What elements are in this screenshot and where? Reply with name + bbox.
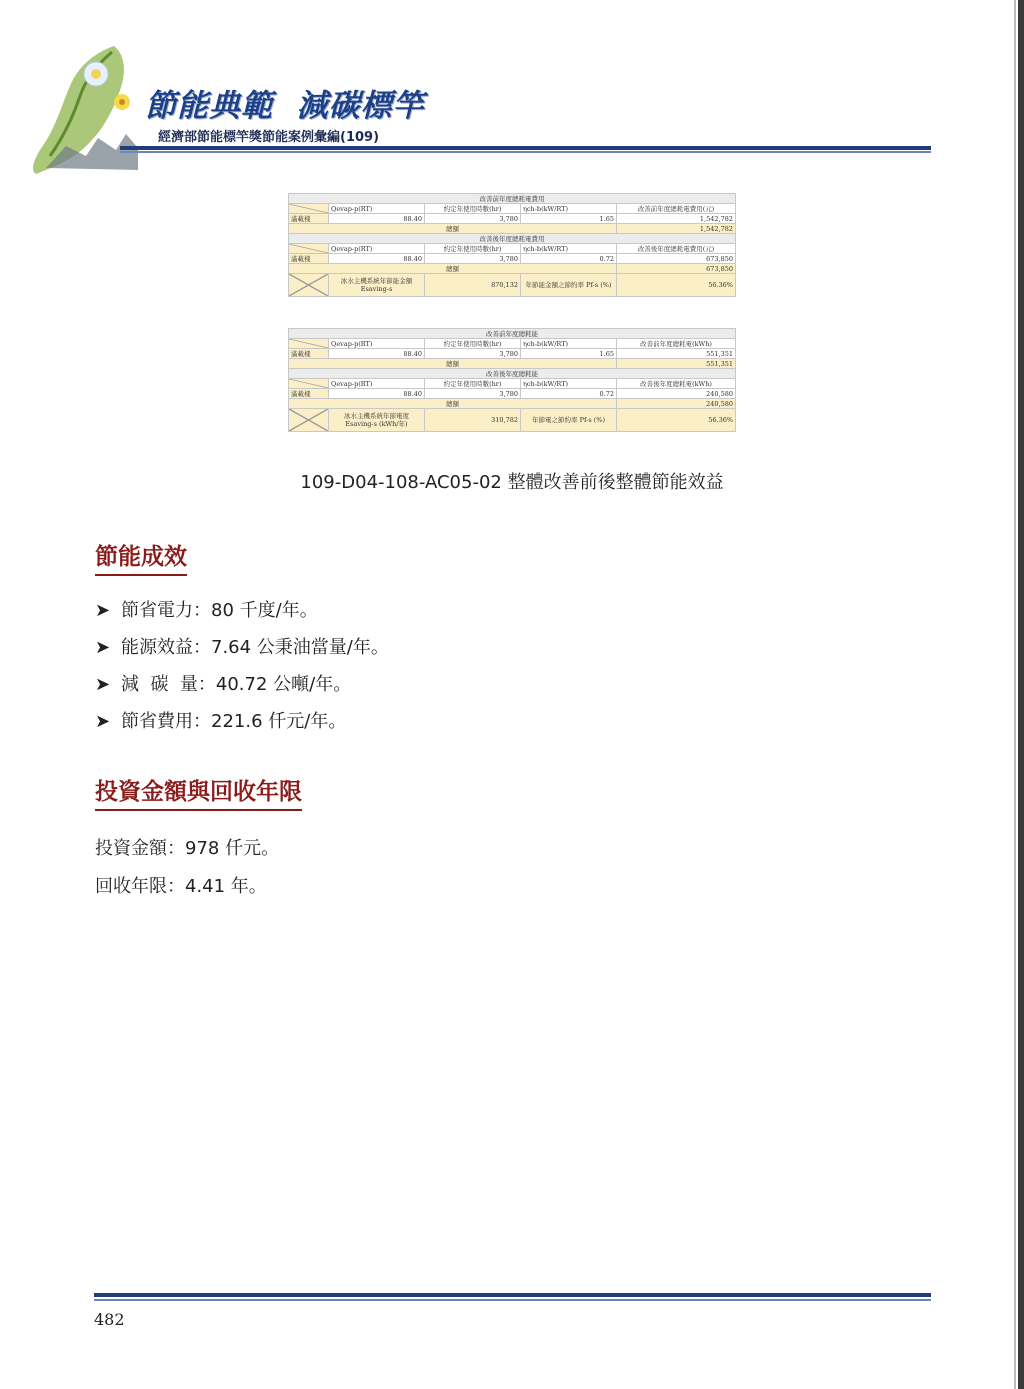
- cost-table: [288, 193, 736, 297]
- sum-label: 總額: [289, 264, 617, 274]
- table-cell: 1,542,782: [617, 214, 736, 224]
- row-label: 滿載樣: [289, 389, 329, 399]
- table-cell: 88.40: [329, 389, 425, 399]
- table-cell: 0.72: [521, 389, 617, 399]
- payback-period: 回收年限：4.41 年。: [95, 876, 267, 897]
- diagonal-cell: [289, 379, 329, 389]
- column-header: 約定年使用時數(hr): [425, 379, 521, 389]
- investment-amount: 投資金額：978 仟元。: [95, 838, 280, 859]
- page-edge: [1018, 0, 1024, 1389]
- header-title: 節能典範 減碳標竿: [145, 88, 425, 124]
- table-cell: 240,580: [617, 389, 736, 399]
- diagonal-cell: [289, 409, 329, 432]
- list-item: [95, 596, 318, 622]
- list-item-text: 減 碳 量：40.72 公噸/年。: [121, 674, 352, 695]
- sum-label: 總額: [289, 399, 617, 409]
- sum-label: 總額: [289, 359, 617, 369]
- footer-rule: [94, 1293, 931, 1297]
- table-cell: 3,780: [425, 254, 521, 264]
- cost-before-title: 改善前年度總耗電費用: [289, 194, 736, 204]
- column-header: 改善前年度總耗電(kWh): [617, 339, 736, 349]
- column-header: Qevap-p(RT): [329, 204, 425, 214]
- header-subtitle: 經濟部節能標竿獎節能案例彙編(109): [158, 130, 380, 145]
- arrow-bullet-icon: ➤: [95, 674, 111, 695]
- row-label: 滿載樣: [289, 349, 329, 359]
- list-item: [95, 707, 346, 733]
- table-cell: 1.65: [521, 349, 617, 359]
- table-cell: 3,780: [425, 389, 521, 399]
- sum-value: 551,351: [617, 359, 736, 369]
- diagonal-cell: [289, 339, 329, 349]
- diagonal-cell: [289, 204, 329, 214]
- table-cell: 88.40: [329, 214, 425, 224]
- sum-value: 673,850: [617, 264, 736, 274]
- table-cell: 88.40: [329, 254, 425, 264]
- power-after-title: 改善後年度總耗能: [289, 369, 736, 379]
- column-header: 改善前年度總耗電費用(元): [617, 204, 736, 214]
- table-cell: 3,780: [425, 349, 521, 359]
- diagonal-cell: [289, 244, 329, 254]
- column-header: 約定年使用時數(hr): [425, 204, 521, 214]
- sum-label: 總額: [289, 224, 617, 234]
- page-edge-line: [1014, 0, 1016, 1389]
- column-header: 約定年使用時數(hr): [425, 339, 521, 349]
- section-title-energy-savings: 節能成效: [95, 538, 187, 576]
- arrow-bullet-icon: ➤: [95, 600, 111, 621]
- column-header: 改善後年度總耗電費用(元): [617, 244, 736, 254]
- table-cell: 3,780: [425, 214, 521, 224]
- column-header: 約定年使用時數(hr): [425, 244, 521, 254]
- saving-value: 310,782: [425, 409, 521, 432]
- list-item-text: 節省費用：221.6 仟元/年。: [121, 711, 347, 732]
- row-label: 滿載樣: [289, 214, 329, 224]
- sum-value: 240,580: [617, 399, 736, 409]
- sum-value: 1,542,782: [617, 224, 736, 234]
- column-header: ηch-b(kW/RT): [521, 204, 617, 214]
- list-item: [95, 633, 389, 659]
- saving-value: 870,132: [425, 274, 521, 297]
- taiwan-logo-icon: [26, 38, 146, 178]
- rate-value: 56.36%: [617, 409, 736, 432]
- arrow-bullet-icon: ➤: [95, 711, 111, 732]
- arrow-bullet-icon: ➤: [95, 637, 111, 658]
- table-cell: 673,850: [617, 254, 736, 264]
- saving-label: 冰水主機系統年節能金額 Esaving-s: [329, 274, 425, 297]
- diagonal-cell: [289, 274, 329, 297]
- rate-value: 56.36%: [617, 274, 736, 297]
- footer-rule-thin: [94, 1299, 931, 1301]
- table-cell: 551,351: [617, 349, 736, 359]
- column-header: ηch-b(kW/RT): [521, 244, 617, 254]
- column-header: Qevap-p(RT): [329, 379, 425, 389]
- column-header: Qevap-p(RT): [329, 244, 425, 254]
- header-rule-thin: [120, 151, 931, 153]
- table-cell: 1.65: [521, 214, 617, 224]
- column-header: 改善後年度總耗電(kWh): [617, 379, 736, 389]
- header-rule: [120, 146, 931, 150]
- list-item-text: 節省電力：80 千度/年。: [121, 600, 318, 621]
- list-item: [95, 670, 351, 696]
- rate-label: 年節能金額之節約率 Pf-s (%): [521, 274, 617, 297]
- saving-label: 冰水主機系統年節電度 Esaving-s (kWh/年): [329, 409, 425, 432]
- table-cell: 88.40: [329, 349, 425, 359]
- figure-caption: 109-D04-108-AC05-02 整體改善前後整體節能效益: [300, 472, 724, 493]
- section-title-investment: 投資金額與回收年限: [95, 773, 302, 811]
- list-item-text: 能源效益：7.64 公秉油當量/年。: [121, 637, 389, 658]
- power-table: [288, 328, 736, 432]
- column-header: ηch-b(kW/RT): [521, 339, 617, 349]
- column-header: Qevap-p(RT): [329, 339, 425, 349]
- column-header: ηch-b(kW/RT): [521, 379, 617, 389]
- rate-label: 年節電之節約率 Pf-s (%): [521, 409, 617, 432]
- page-number: 482: [94, 1310, 125, 1329]
- power-before-title: 改善前年度總耗能: [289, 329, 736, 339]
- table-cell: 0.72: [521, 254, 617, 264]
- row-label: 滿載樣: [289, 254, 329, 264]
- cost-after-title: 改善後年度總耗電費用: [289, 234, 736, 244]
